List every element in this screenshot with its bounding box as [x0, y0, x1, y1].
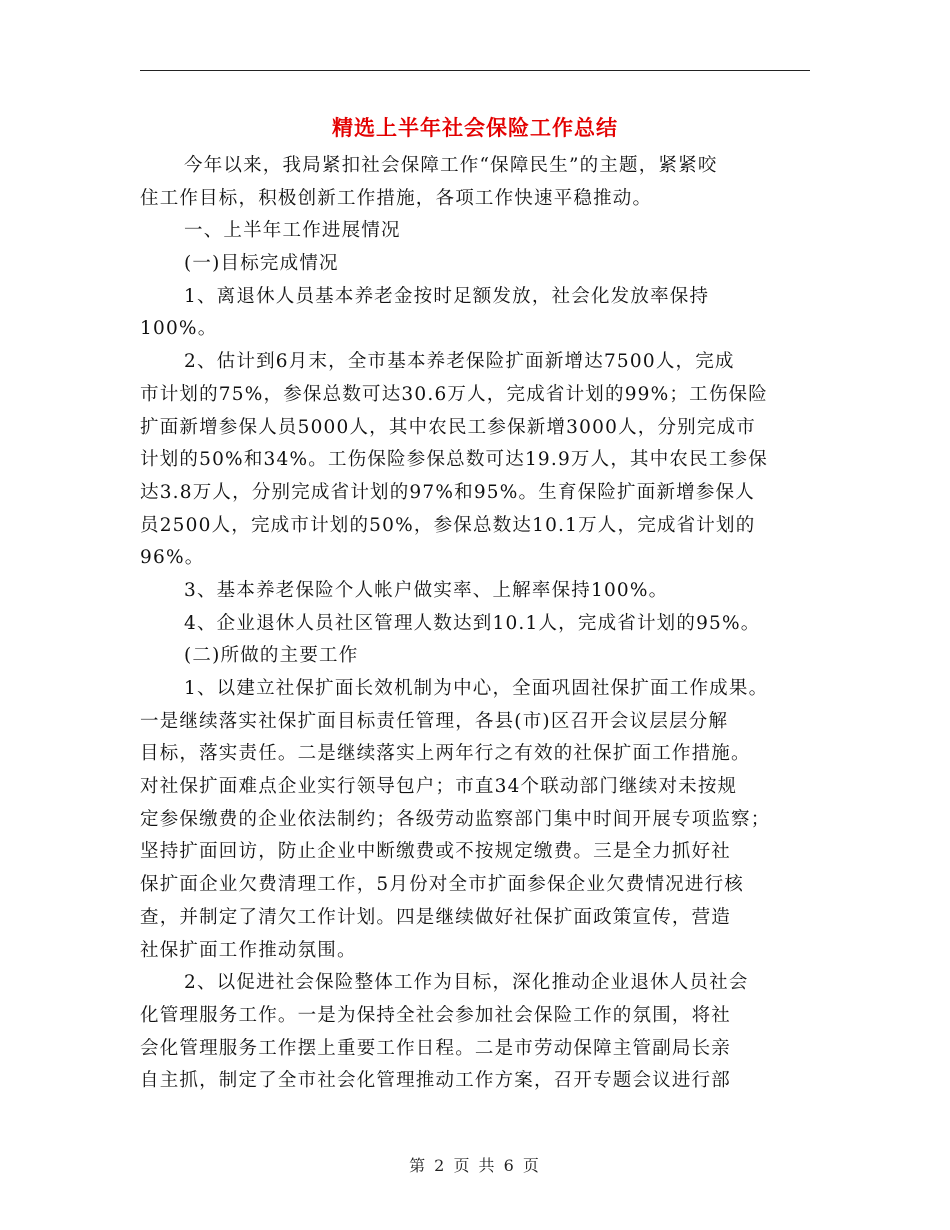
document-title: 精选上半年社会保险工作总结: [332, 116, 618, 140]
text-line: 定参保缴费的企业依法制约；各级劳动监察部门集中时间开展专项监察；: [140, 808, 771, 830]
text-line: 自主抓，制定了全市社会化管理推动工作方案，召开专题会议进行部: [140, 1070, 732, 1092]
text-line: 计划的50%和34%。工伤保险参保总数可达19.9万人，其中农民工参保: [140, 449, 768, 471]
text-line: 对社保扩面难点企业实行领导包户；市直34个联动部门继续对未按规: [140, 776, 738, 798]
text-line: 扩面新增参保人员5000人，其中农民工参保新增3000人，分别完成市: [140, 416, 756, 438]
text-line: 住工作目标，积极创新工作措施，各项工作快速平稳推动。: [140, 187, 653, 209]
text-line: 2、以促进社会保险整体工作为目标，深化推动企业退休人员社会: [184, 972, 749, 994]
text-line: 市计划的75%，参保总数可达30.6万人，完成省计划的99%；工伤保险: [140, 383, 768, 405]
text-line: 96%。: [140, 547, 205, 569]
text-line: 3、基本养老保险个人帐户做实率、上解率保持100%。: [184, 579, 669, 601]
text-line: 会化管理服务工作摆上重要工作日程。二是市劳动保障主管副局长亲: [140, 1037, 732, 1059]
text-line: 坚持扩面回访，防止企业中断缴费或不按规定缴费。三是全力抓好社: [140, 841, 732, 863]
text-line: 2、估计到6月末，全市基本养老保险扩面新增达7500人，完成: [184, 351, 735, 373]
text-line: 查，并制定了清欠工作计划。四是继续做好社保扩面政策宣传，营造: [140, 906, 732, 928]
text-line: 目标，落实责任。二是继续落实上两年行之有效的社保扩面工作措施。: [140, 743, 751, 765]
text-line: 化管理服务工作。一是为保持全社会参加社会保险工作的氛围，将社: [140, 1004, 732, 1026]
text-line: 4、企业退休人员社区管理人数达到10.1人，完成省计划的95%。: [184, 612, 761, 634]
text-line: 100%。: [140, 318, 218, 340]
text-line: 1、离退休人员基本养老金按时足额发放，社会化发放率保持: [184, 285, 710, 307]
text-line: 社保扩面工作推动氛围。: [140, 939, 357, 961]
text-line: 1、以建立社保扩面长效机制为中心，全面巩固社保扩面工作成果。: [184, 678, 769, 699]
text-line: 员2500人，完成市计划的50%，参保总数达10.1万人，完成省计划的: [140, 514, 756, 536]
text-line: 保扩面企业欠费清理工作，5月份对全市扩面参保企业欠费情况进行核: [140, 874, 744, 896]
text-line: 一是继续落实社保扩面目标责任管理，各县(市)区召开会议层层分解: [140, 710, 729, 732]
text-line: 一、上半年工作进展情况: [184, 220, 401, 242]
header-rule: [140, 70, 810, 71]
page-footer: 第 2 页 共 6 页: [409, 1156, 541, 1175]
text-line: 今年以来，我局紧扣社会保障工作“保障民生”的主题，紧紧咬: [184, 155, 718, 176]
text-line: 达3.8万人，分别完成省计划的97%和95%。生育保险扩面新增参保人: [140, 481, 755, 503]
text-line: (二)所做的主要工作: [184, 645, 359, 667]
document-body: [140, 150, 820, 1098]
text-line: (一)目标完成情况: [184, 253, 339, 275]
